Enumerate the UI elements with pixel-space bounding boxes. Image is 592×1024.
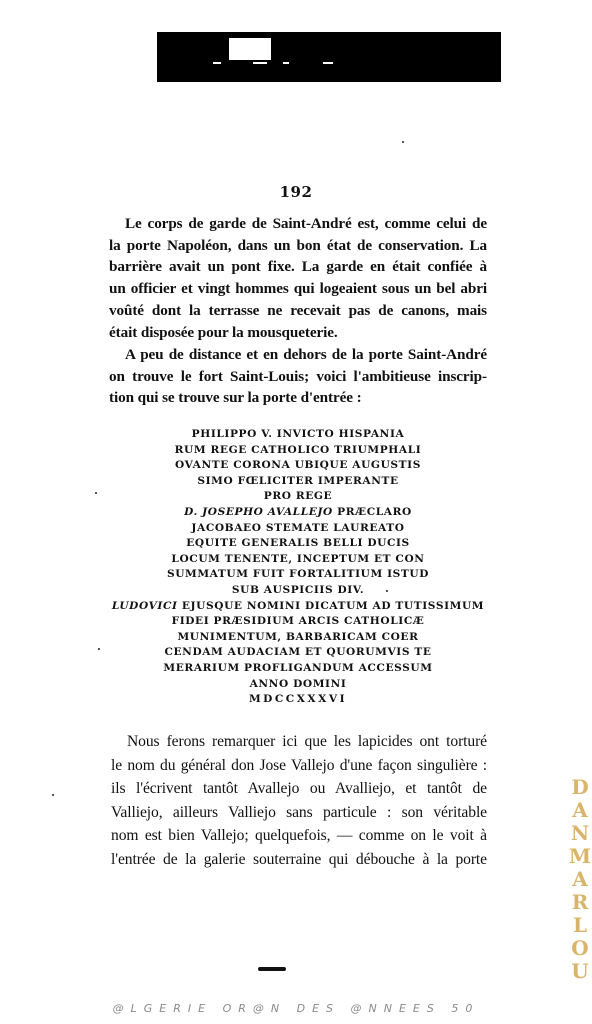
vertical-watermark: [568, 776, 592, 983]
watermark-letter: M: [568, 844, 592, 868]
inscription-line: CENDAM AUDACIAM ET QUORUMVIS TE: [164, 646, 432, 659]
inscription-rest: EJUSQUE NOMINI DICATUM AD TUTISSIMUM: [177, 599, 485, 612]
header-bar-mark: [253, 62, 267, 64]
text-line: Valliejo, ailleurs Valliejo sans particule : son véritable: [111, 803, 487, 821]
inscription-line: SUMMATUM FUIT FORTALITIUM ISTUD: [166, 568, 430, 581]
header-bar-mark: [213, 62, 221, 64]
watermark-letter: A: [572, 798, 588, 822]
ink-speck: [95, 492, 97, 494]
inscription-line: OVANTE CORONA UBIQUE AUGUSTIS: [175, 459, 421, 472]
text-line: nom est bien Vallejo; quelquefois, — comme on le voit à: [111, 827, 487, 845]
redacted-header-bar: [157, 32, 501, 82]
paragraph-1: [109, 213, 487, 343]
text-line: A peu de distance et en dehors de la porte Saint-André: [125, 346, 487, 363]
text-line: ils l'écrivent tantôt Avallejo ou Avalliejo, et tantôt de: [111, 780, 487, 798]
latin-inscription: [100, 427, 496, 708]
inscription-line: ANNO DOMINI: [249, 677, 347, 690]
header-bar-notch: [229, 38, 271, 60]
watermark-letter: O: [571, 936, 589, 960]
inscription-line: LOCUM TENENTE, INCEPTUM ET CON: [171, 552, 425, 565]
paragraph-2: [109, 344, 487, 409]
text-line: tion qui se trouve sur la porte d'entrée :: [109, 389, 362, 407]
text-line: barrière avait un pont fixe. La garde en était confiée à: [109, 258, 487, 276]
watermark-letter: R: [571, 890, 589, 914]
inscription-line: PHILIPPO V. INVICTO HISPANIA: [191, 428, 405, 440]
text-line: la porte Napoléon, dans un bon état de conservation. La: [109, 236, 487, 254]
ink-speck: [52, 794, 54, 796]
text-line: Le corps de garde de Saint-André est, comme celui de: [125, 215, 487, 232]
inscription-line: [100, 505, 496, 521]
footer-watermark: @LGERIE OR@N DES @NNEES 50: [112, 1002, 480, 1015]
inscription-italic: LUDOVICI: [111, 599, 178, 612]
text-line: voûté dont la terrasse ne recevait pas de canons, mais: [109, 301, 487, 319]
inscription-line: MDCCXXXVI: [248, 693, 348, 706]
text-line: on trouve le fort Saint-Louis; voici l'ambitieuse inscrip-: [109, 367, 487, 385]
header-bar-mark: [323, 62, 333, 64]
inscription-line: SIMO FŒLICITER IMPERANTE: [197, 474, 399, 487]
page-end-dash: [258, 967, 286, 971]
inscription-line: PRO REGE: [263, 490, 333, 503]
text-line: le nom du général don Jose Vallejo d'une façon singulière :: [111, 756, 487, 774]
inscription-line: MUNIMENTUM, BARBARICAM COER: [177, 630, 419, 643]
header-bar-mark: [283, 62, 289, 64]
inscription-italic: D. JOSEPHO AVALLEJO: [184, 505, 333, 518]
watermark-letter: A: [572, 867, 588, 891]
paragraph-3: [111, 730, 487, 872]
inscription-line: SUB AUSPICIIS DIV.: [231, 583, 365, 596]
inscription-line: FIDEI PRÆSIDIUM ARCIS CATHOLICÆ: [171, 615, 425, 628]
watermark-letter: D: [571, 775, 589, 799]
text-line: était disposée pour la mousqueterie.: [109, 323, 338, 341]
inscription-line: EQUITE GENERALIS BELLI DUCIS: [186, 537, 410, 550]
inscription-rest: PRÆCLARO: [332, 505, 412, 518]
watermark-letter: N: [570, 821, 590, 845]
inscription-line: RUM REGE CATHOLICO TRIUMPHALI: [174, 443, 422, 456]
watermark-letter: L: [572, 913, 588, 937]
text-line: l'entrée de la galerie souterraine qui débouche à la porte: [111, 850, 487, 868]
inscription-line: [100, 599, 496, 615]
text-line: un officier et vingt hommes qui logeaient sous un bel abri: [109, 280, 487, 298]
watermark-letter: U: [571, 959, 589, 983]
page-number: 192: [279, 183, 313, 201]
text-line: Nous ferons remarquer ici que les lapicides ont torturé: [127, 733, 487, 750]
ink-speck: [402, 141, 404, 143]
inscription-line: MERARIUM PROFLIGANDUM ACCESSUM: [163, 661, 433, 674]
inscription-line: JACOBAEO STEMATE LAUREATO: [191, 521, 405, 534]
